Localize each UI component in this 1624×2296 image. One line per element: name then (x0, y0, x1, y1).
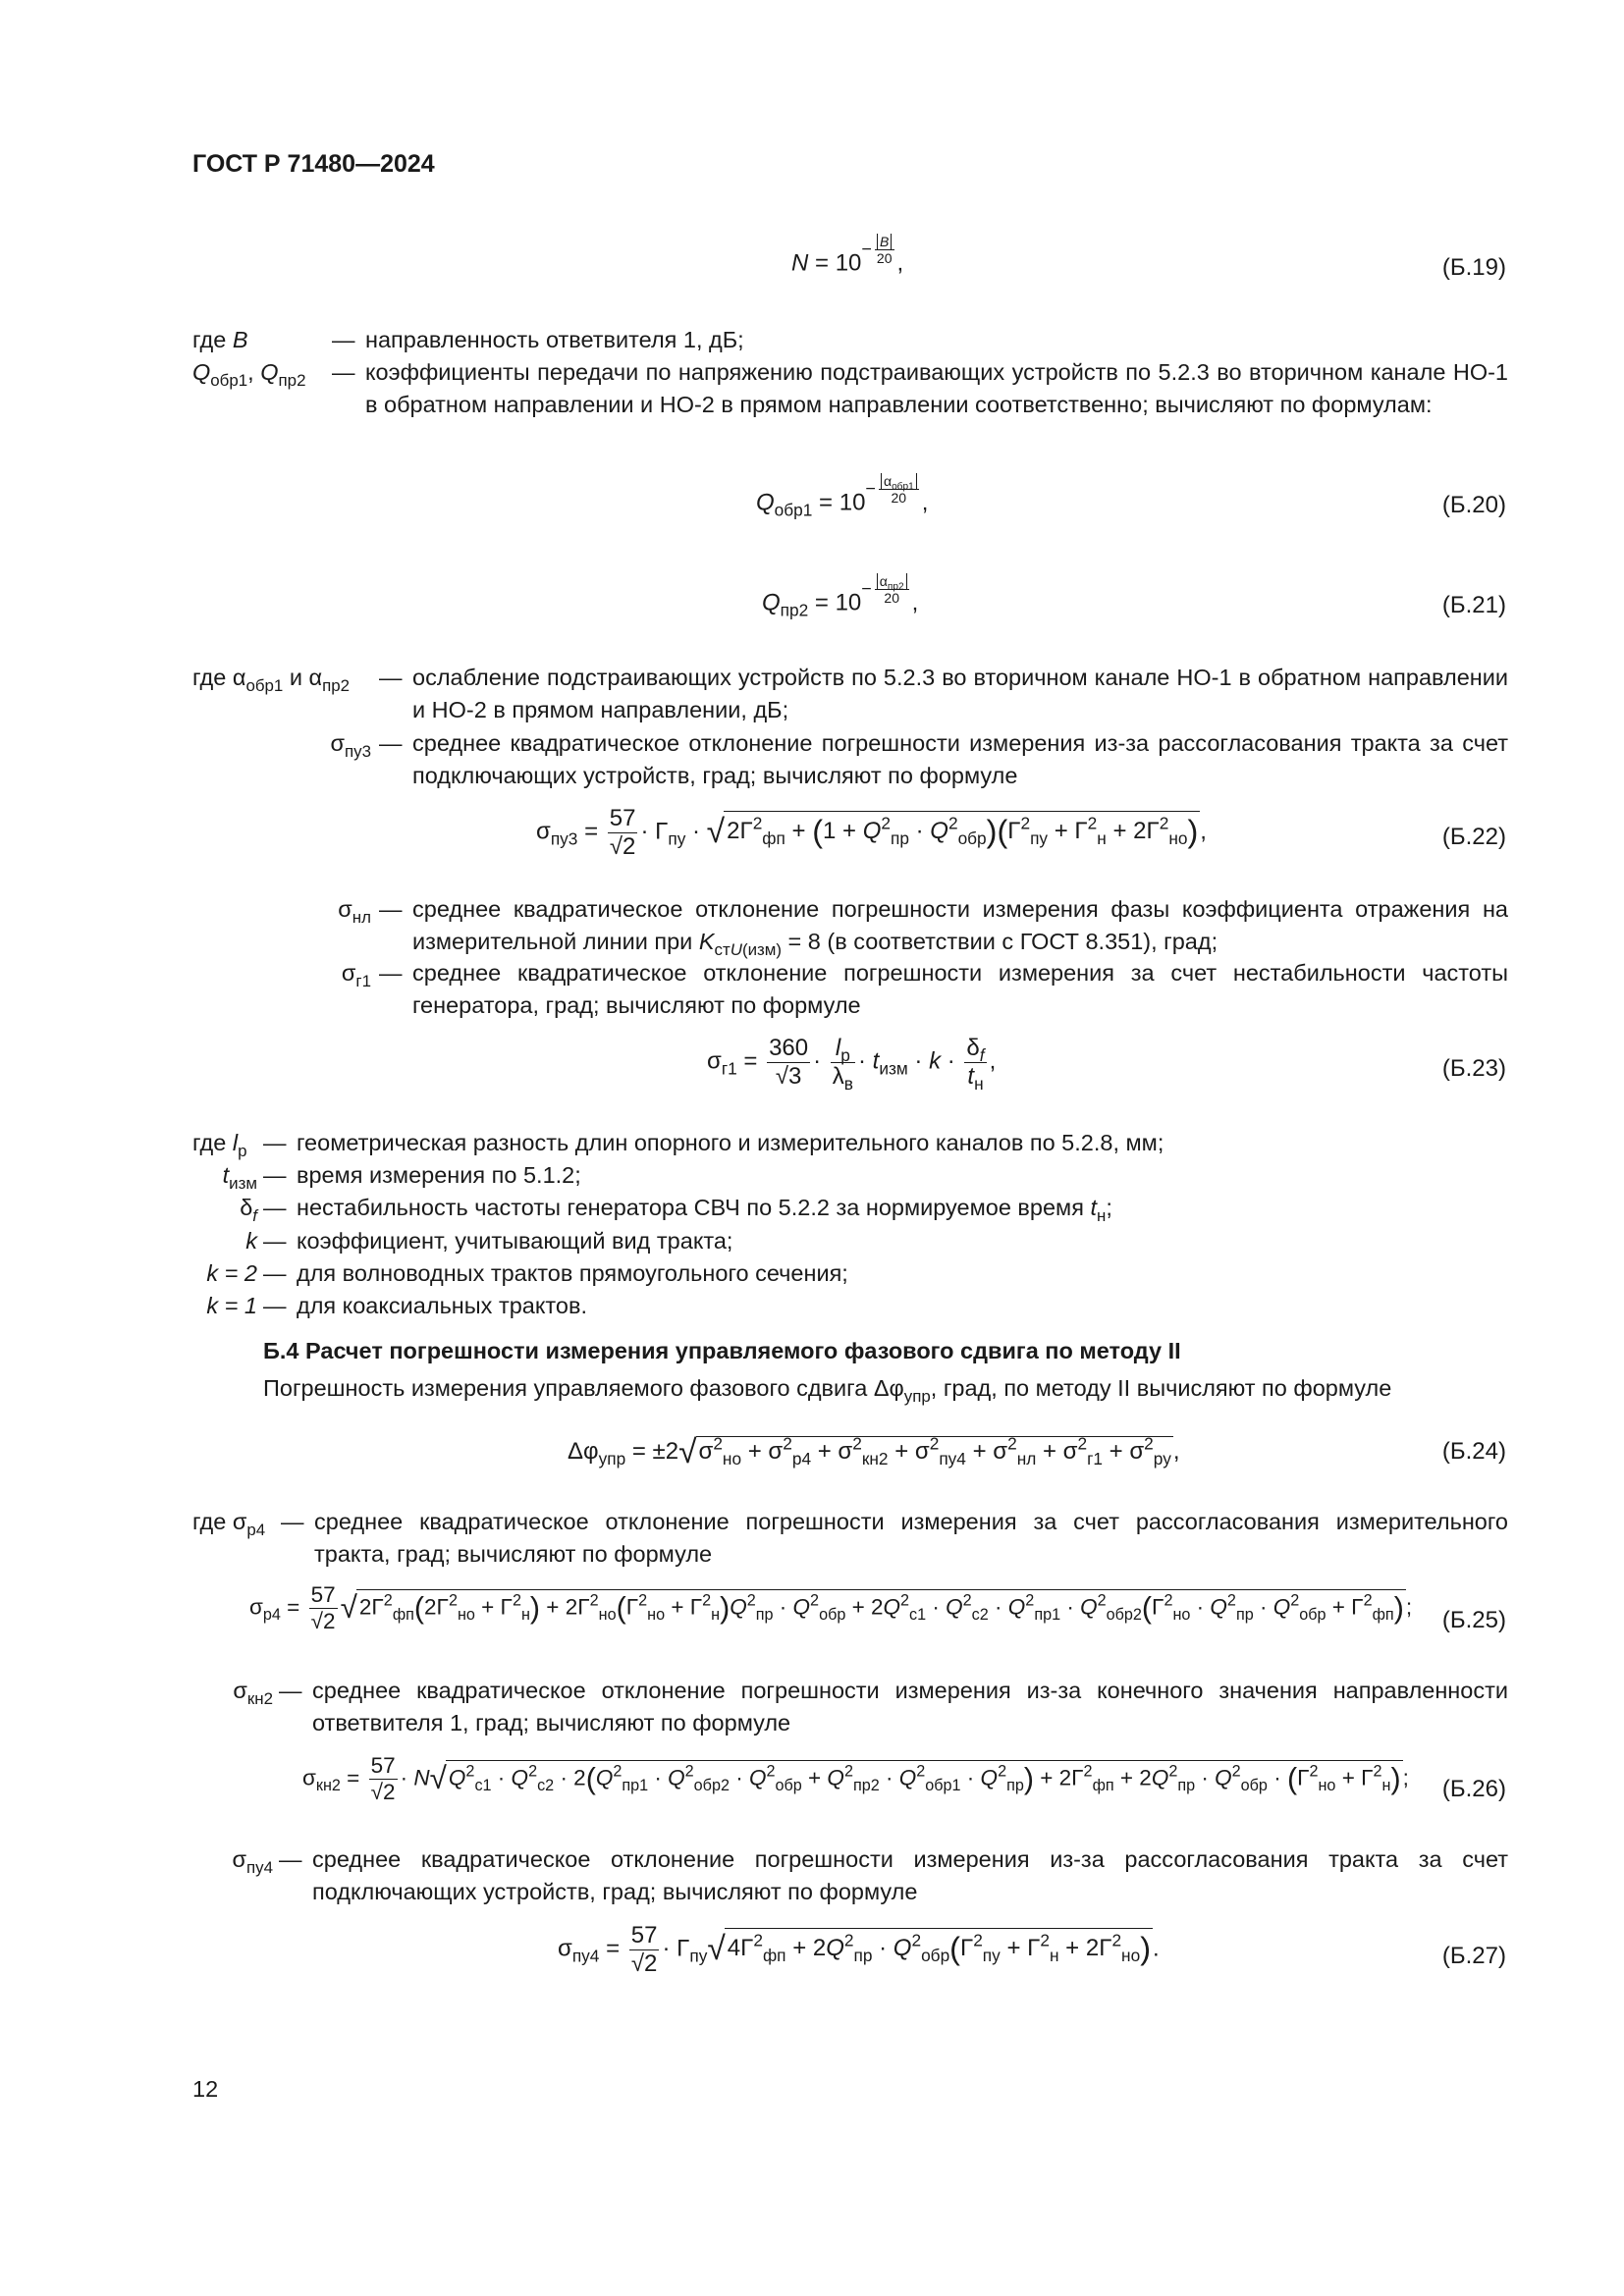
def-sigma-nl-term: $\sigma_{нл}$ (338, 896, 371, 927)
page-number: 12 (192, 2076, 219, 2102)
def-dash: — (263, 1260, 287, 1286)
formula-b21: $Q_{пр2} = 10-$ $\frac{\alpha_{пр2}}{20}$ , (762, 573, 919, 620)
formula-b22: $\sigma_{пу3}$ = $\frac{57}{√2}$ · $\Gamma_{пу} \cdot √2\Gamma^2_{фп} + (1 + Q^2_{пр} \cdot Q^2_{обр})(\Gamma^2_{пу} + \Gamma^2_н + 2\Gamma^2_{но})$, (536, 805, 1207, 860)
def-sigma-pu4-term: $\sigma_{пу4}$ (232, 1846, 273, 1877)
def-dash: — (263, 1293, 287, 1318)
def-dash: — (379, 960, 403, 986)
def-b-term: где B (192, 327, 248, 352)
def-df-term: $\delta_f$ (240, 1195, 257, 1225)
def-sigma-pu4-text: среднее квадратическое отклонение погрешности измерения из-за рассогласования тракта за счет подключающих устройств, град; вычисляют по формуле (312, 1846, 1508, 1905)
def-b-text: направленность ответвителя 1, дБ; (365, 327, 744, 352)
def-dash: — (263, 1195, 287, 1220)
def-alpha-text: ослабление подстраивающих устройств по 5.2.3 во вторичном канале НО-1 в обратном направлении и НО-2 в прямом направлении, дБ; (412, 665, 1508, 723)
def-dash: — (263, 1130, 287, 1155)
section-b4-intro: Погрешность измерения управляемого фазового сдвига $\Delta\varphi_{упр}$, град, по методу II вычисляют по формуле (263, 1375, 1392, 1406)
def-sigma-g1-term: $\sigma_{г1}$ (341, 960, 371, 990)
def-q-term: $Q_{обр1}$, $Q_{пр2}$ (192, 359, 306, 390)
def-lp-text: геометрическая разность длин опорного и измерительного каналов по 5.2.8, мм; (297, 1130, 1164, 1155)
def-dash: — (263, 1162, 287, 1188)
def-k1-term: k = 1 (206, 1293, 257, 1318)
formula-b27: $\sigma_{пу4}$ = $\frac{57}{√2}$ · $\Gamma_{пу}√4\Gamma^2_{фп} + 2Q^2_{пр} \cdot Q^2_{обр}(\Gamma^2_{пу} + \Gamma^2_н + 2\Gamma^2_{но})$. (558, 1922, 1160, 1977)
def-k2-term: k = 2 (206, 1260, 257, 1286)
def-sigma-r4-text: среднее квадратическое отклонение погрешности измерения за счет рассогласования измерительного тракта, град; вычисляют по формуле (314, 1509, 1508, 1568)
def-tizm-term: $t_{изм}$ (222, 1162, 257, 1193)
eq-label-b25: (Б.25) (1441, 1607, 1506, 1633)
eq-label-b22: (Б.22) (1441, 824, 1506, 850)
formula-b19: N = 10− $\frac{B}{20}$ , (791, 234, 904, 277)
eq-label-b23: (Б.23) (1441, 1055, 1506, 1082)
formula-b25: $\sigma_{р4}$ = $\frac{57}{√2}$ $√2\Gamma^2_{фп}(2\Gamma^2_{но} + \Gamma^2_н) + 2\Gamma^2_{но}(\Gamma^2_{но} + \Gamma^2_н)Q^2_{пр} \cdot Q^2_{обр} + 2Q^2_{с1} \cdot Q^2_{с2} \cdot Q^2_{пр1} \cdot Q^2_{обр2}(\Gamma^2_{но} \cdot Q^2_{пр} \cdot Q^2_{обр} + \Gamma^2_{фп})$; (249, 1582, 1413, 1633)
def-dash: — (263, 1228, 287, 1254)
def-sigma-nl-text: среднее квадратическое отклонение погрешности измерения фазы коэффициента отражения на измерительной линии при $K_{стU(изм)} = 8$ (в соответствии с ГОСТ 8.351), град; (412, 896, 1508, 960)
def-k-term: k (245, 1228, 257, 1254)
formula-b20: $Q_{обр1} = 10-$ $\frac{\alpha_{обр1}}{20}$ , (756, 473, 929, 520)
def-dash: — (332, 359, 355, 385)
eq-label-b26: (Б.26) (1441, 1776, 1506, 1802)
eq-label-b19: (Б.19) (1441, 254, 1506, 281)
def-sigma-r4-term: где $\sigma_{р4}$ (192, 1509, 266, 1539)
eq-label-b27: (Б.27) (1441, 1943, 1506, 1969)
def-dash: — (379, 665, 403, 690)
def-q-text: коэффициенты передачи по напряжению подстраивающих устройств по 5.2.3 во вторичном канале НО-1 в обратном направлении и НО-2 в прямом направлении соответственно; вычисляют по формулам: (365, 359, 1508, 418)
def-df-text: нестабильность частоты генератора СВЧ по 5.2.2 за нормируемое время $t_н$; (297, 1195, 1112, 1225)
def-tizm-text: время измерения по 5.1.2; (297, 1162, 581, 1188)
def-k2-text: для волноводных трактов прямоугольного сечения; (297, 1260, 848, 1286)
def-lp-term: где $l_р$ (192, 1130, 247, 1160)
formula-b23: $\sigma_{г1}$ = $\frac{360}{√3}$ · $\frac{l_р}{\lambda_в}$ · $t_{изм} \cdot k$ · $\frac{\delta_f}{t_н}$ , (707, 1035, 997, 1094)
def-sigma-kn2-text: среднее квадратическое отклонение погрешности измерения из-за конечного значения направленности ответвителя 1, град; вычисляют по формуле (312, 1678, 1508, 1736)
formula-b26: $\sigma_{кн2}$ = $\frac{57}{√2}$ · $N√Q^2_{с1} \cdot Q^2_{с2} \cdot 2(Q^2_{пр1} \cdot Q^2_{обр2} \cdot Q^2_{обр} + Q^2_{пр2} \cdot Q^2_{обр1} \cdot Q^2_{пр}) + 2\Gamma^2_{фп} + 2Q^2_{пр} \cdot Q^2_{обр} \cdot (\Gamma^2_{но} + \Gamma^2_н)$; (302, 1753, 1409, 1804)
def-alpha-term: где $\alpha_{обр1}$ и $\alpha_{пр2}$ (192, 665, 351, 695)
formula-b24: $\Delta\varphi_{упр} = \pm 2√\sigma^2_{но} + \sigma^2_{р4} + \sigma^2_{кн2} + \sigma^2_{пу4} + \sigma^2_{нл} + \sigma^2_{г1} + \sigma^2_{ру}$, (568, 1433, 1180, 1470)
def-dash: — (379, 730, 403, 756)
def-sigma-kn2-term: $\sigma_{кн2}$ (233, 1678, 273, 1708)
def-sigma-pu3-term: $\sigma_{пу3}$ (330, 730, 371, 761)
def-k-text: коэффициент, учитывающий вид тракта; (297, 1228, 733, 1254)
def-k1-text: для коаксиальных трактов. (297, 1293, 587, 1318)
def-sigma-g1-text: среднее квадратическое отклонение погрешности измерения за счет нестабильности частоты генератора, град; вычисляют по формуле (412, 960, 1508, 1019)
def-dash: — (279, 1678, 302, 1703)
def-dash: — (332, 327, 355, 352)
def-dash: — (379, 896, 403, 922)
def-dash: — (281, 1509, 304, 1534)
def-sigma-pu3-text: среднее квадратическое отклонение погрешности измерения из-за рассогласования тракта за счет подключающих устройств, град; вычисляют по формуле (412, 730, 1508, 789)
def-dash: — (279, 1846, 302, 1872)
section-heading-b4: Б.4 Расчет погрешности измерения управляемого фазового сдвига по методу II (263, 1338, 1181, 1363)
document-header: ГОСТ Р 71480—2024 (192, 150, 435, 178)
eq-label-b20: (Б.20) (1441, 492, 1506, 518)
eq-label-b21: (Б.21) (1441, 592, 1506, 618)
eq-label-b24: (Б.24) (1441, 1438, 1506, 1465)
